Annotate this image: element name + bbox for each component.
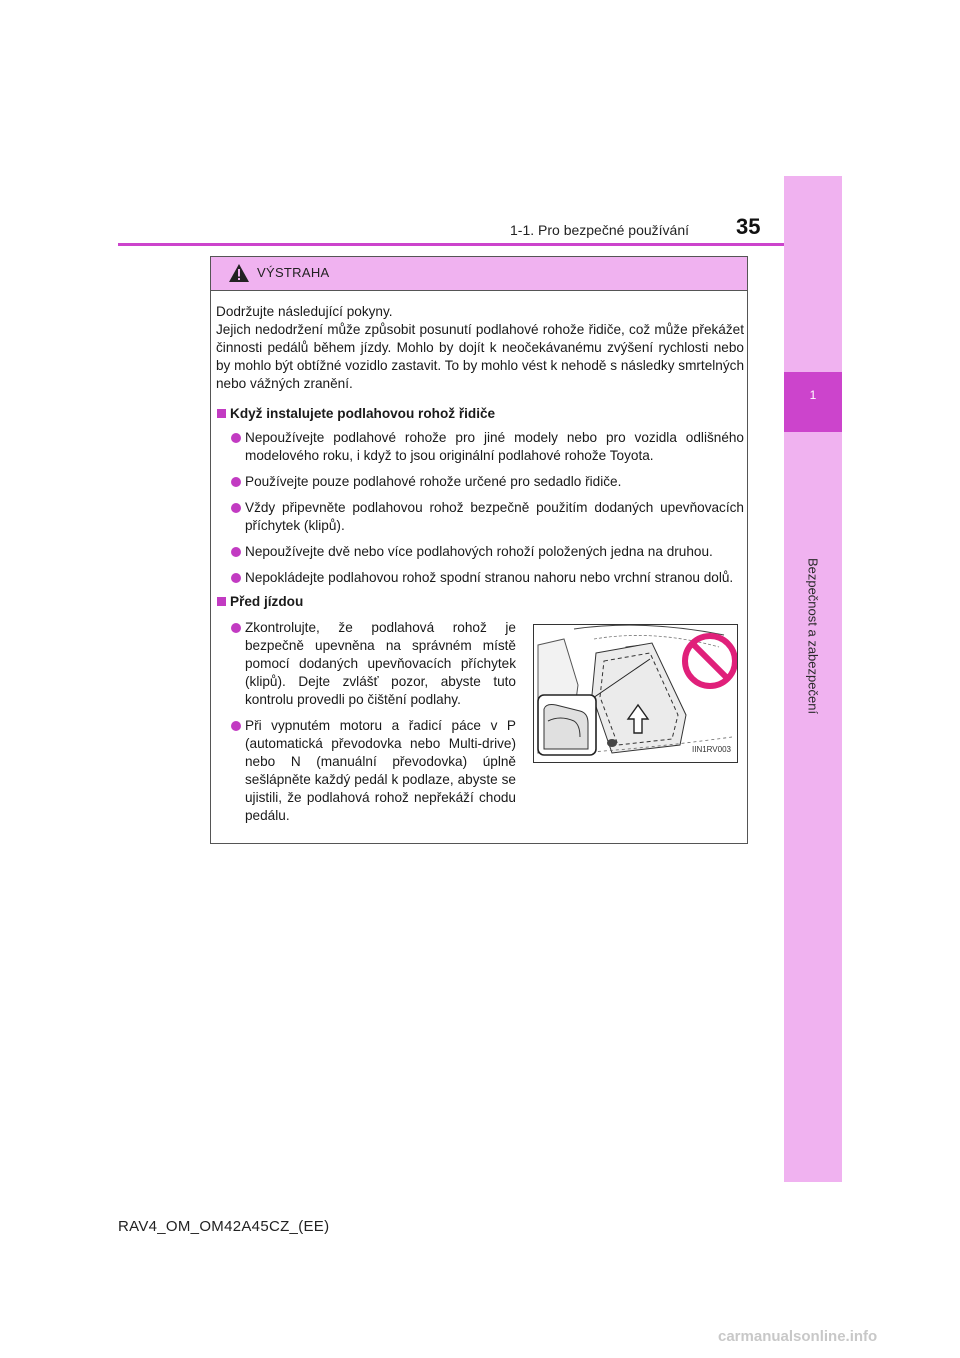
circle-bullet-icon	[231, 503, 241, 513]
warning-intro	[216, 303, 744, 393]
list-item-text: Při vypnutém motoru a řadicí páce v P (automatická převodovka nebo Multi-drive) nebo N (manuální převodovka) úplně sešlápněte každý pedál k podlaze, abyste se ujistili, že podlahová rohož nepřekáží chodu pedálu.	[245, 718, 516, 823]
list-item	[216, 543, 744, 561]
circle-bullet-icon	[231, 721, 241, 731]
circle-bullet-icon	[231, 623, 241, 633]
pre-drive-list	[216, 619, 516, 833]
warning-header	[211, 257, 747, 291]
list-item	[216, 499, 744, 535]
circle-bullet-icon	[231, 547, 241, 557]
watermark: carmanualsonline.info	[718, 1328, 878, 1345]
section-heading-text: Když instalujete podlahovou rohož řidiče	[230, 406, 496, 421]
square-bullet-icon	[217, 409, 226, 418]
chapter-number: 1	[809, 388, 817, 402]
list-item-text: Používejte pouze podlahové rohože určené pro sedadlo řidiče.	[245, 474, 622, 489]
warning-body	[216, 303, 744, 829]
list-item	[216, 619, 516, 709]
warning-title: VÝSTRAHA	[257, 265, 330, 280]
square-bullet-icon	[217, 597, 226, 606]
section-title: 1-1. Pro bezpečné používání	[510, 222, 690, 238]
warning-intro-line: Jejich nedodržení může způsobit posunutí podlahové rohože řidiče, což může překážet činnosti pedálů během jízdy. Mohlo by dojít k neočekávanému zvýšení rychlosti nebo by mohlo být obtížné vozidlo zastavit. To by mohlo vést k nehodě s následky smrtelných nebo vážných zranění.	[216, 322, 744, 391]
section-heading-text: Před jízdou	[230, 594, 304, 609]
circle-bullet-icon	[231, 433, 241, 443]
list-item	[216, 429, 744, 465]
page-number: 35	[736, 214, 761, 239]
chapter-side-tab	[784, 176, 842, 1182]
circle-bullet-icon	[231, 573, 241, 583]
list-item	[216, 717, 516, 825]
list-item	[216, 569, 744, 587]
list-item	[216, 473, 744, 491]
document-code: RAV4_OM_OM42A45CZ_(EE)	[118, 1218, 330, 1235]
list-item-text: Nepoužívejte dvě nebo více podlahových rohoží položených jedna na druhou.	[245, 544, 713, 559]
list-item-text: Nepokládejte podlahovou rohož spodní stranou nahoru nebo vrchní stranou dolů.	[245, 570, 734, 585]
figure-code: IIN1RV003	[692, 745, 731, 754]
chapter-label: Bezpečnost a zabezpečení	[805, 557, 821, 715]
header-rule	[118, 243, 784, 246]
list-item-text: Zkontrolujte, že podlahová rohož je bezpečně upevněna na správném místě pomocí dodaných upevňovacích příchytek (klipů). Dejte zvlášť pozor, abyste tuto kontrolu provedli po čištění podlahy.	[245, 620, 516, 707]
chapter-number-block	[784, 372, 842, 432]
floor-mat-illustration	[533, 624, 738, 763]
warning-box	[210, 256, 748, 844]
list-item-text: Vždy připevněte podlahovou rohož bezpečně použitím dodaných upevňovacích příchytek (klipů).	[245, 500, 744, 533]
section-heading	[216, 405, 744, 423]
pre-drive-block	[216, 611, 744, 829]
warning-triangle-icon	[228, 263, 250, 283]
section-heading	[216, 593, 744, 611]
list-item-text: Nepoužívejte podlahové rohože pro jiné modely nebo pro vozidla odlišného modelového roku, i když to jsou originální podlahové rohože Toyota.	[245, 430, 744, 463]
warning-intro-line: Dodržujte následující pokyny.	[216, 304, 393, 319]
circle-bullet-icon	[231, 477, 241, 487]
